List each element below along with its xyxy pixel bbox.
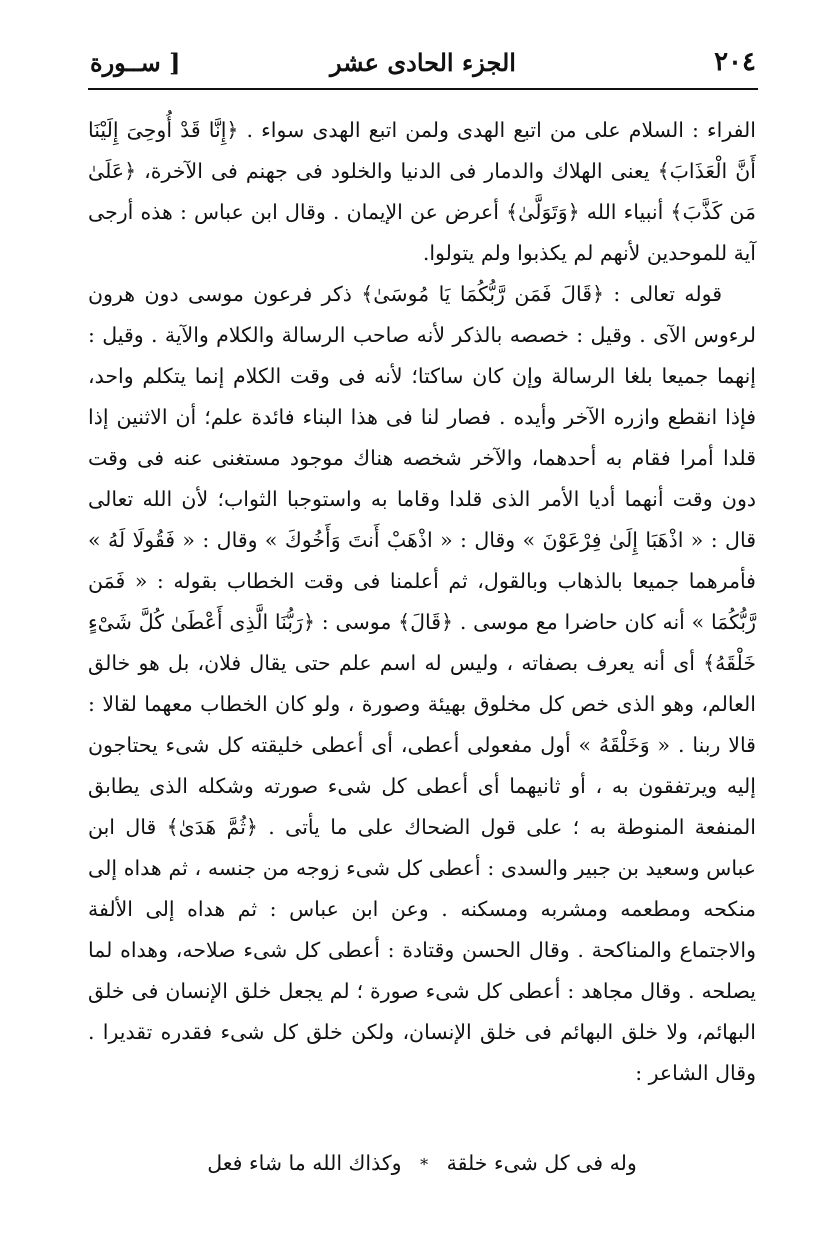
paragraph-2: قوله تعالى : ﴿قَالَ فَمَن رَّبُّكُمَا يَا مُوسَىٰ﴾ ذكر فرعون موسى دون هرون لرءوس الآى . وقيل : خصصه بالذكر لأنه صاحب الرسالة والكلام والآية . وقيل : إنهما جميعا بلغا الرسالة وإن كان ساكتا؛ لأنه فى وقت الكلام إنما يتكلم واحد، فإذا انقطع وازره الآخر وأيده . فصار لنا فى هذا البناء فائدة علم؛ أن الاثنين إذا قلدا أمرا فقام به أحدهما، والآخر شخصه هناك موجود مستغنى عنه فى وقت دون وقت أنهما أديا الأمر الذى قلدا وقاما به واستوجبا الثواب؛ لأن الله تعالى قال : « اذْهَبَا إِلَىٰ فِرْعَوْنَ » وقال : « اذْهَبْ أَنتَ وَأَخُوكَ » وقال : « فَقُولَا لَهُ » فأمرهما جميعا بالذهاب وبالقول، ثم أعلمنا فى وقت الخطاب بقوله : « فَمَن رَّبُّكُمَا » أنه كان حاضرا مع موسى . ﴿قَالَ﴾ موسى : ﴿رَبُّنَا الَّذِى أَعْطَىٰ كُلَّ شَىْءٍ خَلْقَهُ﴾ أى أنه يعرف بصفاته ، وليس له اسم علم حتى يقال فلان، بل هو خالق العالم، وهو الذى خص كل مخلوق بهيئة وصورة ، ولو كان الخطاب معهما لقالا : قالا ربنا . « وَخَلْقَهُ » أول مفعولى أعطى، أى أعطى خليقته كل شىء يحتاجون إليه ويرتفقون به ، أو ثانيهما أى أعطى كل شىء صورته وشكله الذى يطابق المنفعة المنوطة به ؛ على قول الضحاك على ما يأتى . ﴿ثُمَّ هَدَىٰ﴾ قال ابن عباس وسعيد بن جبير والسدى : أعطى كل شىء زوجه من جنسه ، ثم هداه إلى منكحه ومطعمه ومشربه ومسكنه . وعن ابن عباس : ثم هداه إلى الألفة والاجتماع والمناكحة . وقال الحسن وقتادة : أعطى كل شىء صلاحه، وهداه لما يصلحه . وقال مجاهد : أعطى كل شىء صورة ؛ لم يجعل خلق الإنسان فى خلق البهائم، ولا خلق البهائم فى خلق الإنسان، ولكن خلق كل شىء فقدره تقديرا . وقال الشاعر :: [88, 282, 756, 1085]
surah-label: [ ســورة: [90, 47, 181, 77]
poem-separator: *: [420, 1155, 429, 1174]
poem-hemistich-1: وله فى كل شىء خلقة: [446, 1151, 637, 1175]
running-head: الجزء الحادى عشر: [330, 47, 516, 77]
poem-verse: [88, 1143, 756, 1185]
header-divider: [88, 88, 758, 90]
paragraph-1: الفراء : السلام على من اتبع الهدى ولمن اتبع الهدى سواء . ﴿إِنَّا قَدْ أُوحِىَ إِلَيْنَا أَنَّ الْعَذَابَ﴾ يعنى الهلاك والدمار فى الدنيا والخلود فى جهنم فى الآخرة، ﴿عَلَىٰ مَن كَذَّبَ﴾ أنبياء الله ﴿وَتَوَلَّىٰ﴾ أعرض عن الإيمان . وقال ابن عباس : هذه أرجى آية للموحدين لأنهم لم يكذبوا ولم يتولوا.: [88, 118, 756, 265]
commentary-body: [88, 110, 756, 1094]
page-header: [90, 36, 756, 88]
page-number: ٢٠٤: [714, 47, 756, 77]
poem-hemistich-2: وكذاك الله ما شاء فعل: [207, 1151, 402, 1175]
